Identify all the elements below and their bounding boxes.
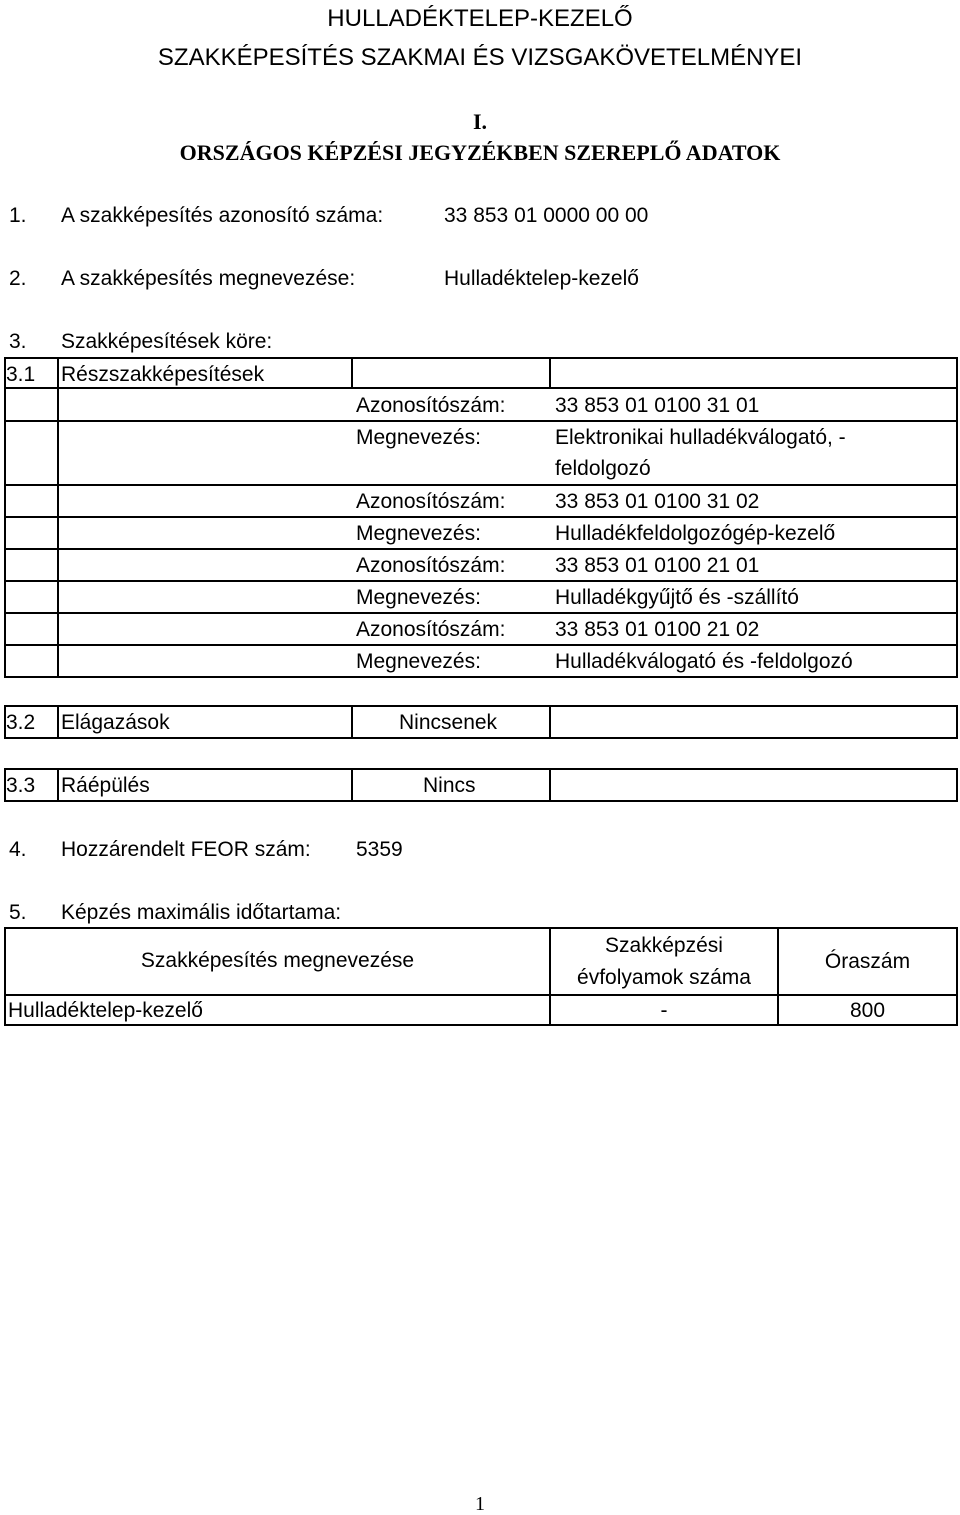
- entry3-name-label: Megnevezés:: [356, 586, 481, 609]
- branches-label: Elágazások: [61, 711, 170, 734]
- duration-row-hours: 800: [849, 999, 886, 1022]
- build-number: 3.3: [6, 774, 36, 797]
- duration-header-hours: Óraszám: [824, 950, 911, 973]
- duration-row-name: Hulladéktelep-kezelő: [8, 999, 203, 1022]
- entry3-id-label: Azonosítószám:: [356, 554, 506, 577]
- branches-value: Nincsenek: [399, 711, 498, 734]
- entry3-name-line1: Hulladékgyűjtő és -szállító: [555, 586, 799, 609]
- entry4-name-label: Megnevezés:: [356, 650, 481, 673]
- item5-number: 5.: [9, 901, 27, 924]
- entry4-id-label: Azonosítószám:: [356, 618, 506, 641]
- duration-header-years-line2: évfolyamok száma: [577, 966, 751, 989]
- item3-number: 3.: [9, 330, 27, 353]
- entry3-id: 33 853 01 0100 21 01: [555, 554, 760, 577]
- duration-header-years-line1: Szakképzési: [605, 934, 723, 957]
- build-value: Nincs: [423, 774, 476, 797]
- document-title-line1: HULLADÉKTELEP-KEZELŐ: [327, 5, 633, 32]
- section-title: ORSZÁGOS KÉPZÉSI JEGYZÉKBEN SZEREPLŐ ADATOK: [179, 140, 781, 165]
- item5-label: Képzés maximális időtartama:: [61, 901, 342, 924]
- partial-number: 3.1: [6, 363, 36, 386]
- item1-label: A szakképesítés azonosító száma:: [61, 204, 384, 227]
- section-number: I.: [472, 109, 488, 134]
- entry2-id-label: Azonosítószám:: [356, 490, 506, 513]
- item2-number: 2.: [9, 267, 27, 290]
- entry1-name-line2: feldolgozó: [555, 457, 651, 480]
- entry1-name-line1: Elektronikai hulladékválogató, -: [555, 426, 846, 449]
- entry2-name-line1: Hulladékfeldolgozógép-kezelő: [555, 522, 836, 545]
- entry2-id: 33 853 01 0100 31 02: [555, 490, 760, 513]
- entry1-name-label: Megnevezés:: [356, 426, 481, 449]
- item1-number: 1.: [9, 204, 27, 227]
- item4-label: Hozzárendelt FEOR szám:: [61, 838, 311, 861]
- page-number: 1: [475, 1493, 485, 1515]
- entry2-name-label: Megnevezés:: [356, 522, 481, 545]
- entry4-id: 33 853 01 0100 21 02: [555, 618, 760, 641]
- entry1-id-label: Azonosítószám:: [356, 394, 506, 417]
- build-label: Ráépülés: [61, 774, 150, 797]
- item3-label: Szakképesítések köre:: [61, 330, 273, 353]
- item2-label: A szakképesítés megnevezése:: [61, 267, 356, 290]
- item4-number: 4.: [9, 838, 27, 861]
- duration-header-name: Szakképesítés megnevezése: [140, 949, 415, 972]
- item1-value: 33 853 01 0000 00 00: [444, 204, 649, 227]
- branches-number: 3.2: [6, 711, 36, 734]
- entry1-id: 33 853 01 0100 31 01: [555, 394, 760, 417]
- partial-label: Részszakképesítések: [61, 363, 265, 386]
- entry4-name-line1: Hulladékválogató és -feldolgozó: [555, 650, 853, 673]
- item4-value: 5359: [356, 838, 403, 861]
- item2-value: Hulladéktelep-kezelő: [444, 267, 639, 290]
- document-title-line2: SZAKKÉPESÍTÉS SZAKMAI ÉS VIZSGAKÖVETELMÉNYEI: [157, 44, 803, 71]
- duration-row-years: -: [660, 999, 668, 1022]
